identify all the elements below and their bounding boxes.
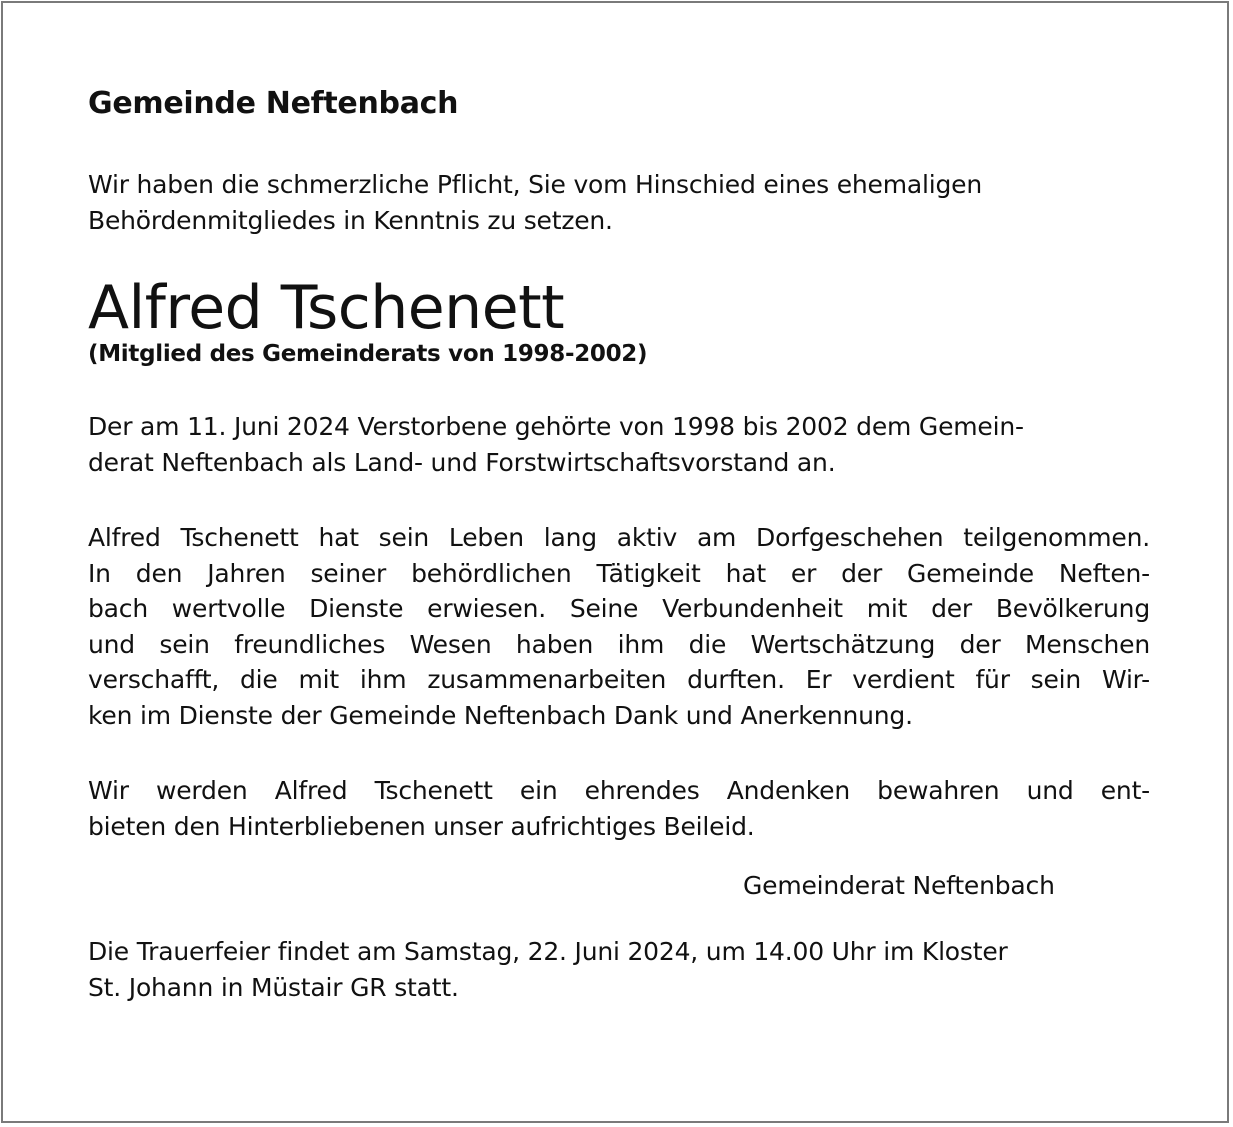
signature: Gemeinderat Neftenbach	[743, 871, 1055, 900]
paragraph-line: Wir werden Alfred Tschenett ein ehrendes Andenken bewahren und ent-	[88, 776, 1150, 805]
municipality-heading: Gemeinde Neftenbach	[88, 86, 459, 121]
intro-line: Behördenmitgliedes in Kenntnis zu setzen.	[88, 206, 613, 235]
paragraph-line: bieten den Hinterbliebenen unser aufrichtiges Beileid.	[88, 811, 755, 841]
paragraph-line: ken im Dienste der Gemeinde Neftenbach Dank und Anerkennung.	[88, 700, 913, 730]
ceremony-line: Die Trauerfeier findet am Samstag, 22. Juni 2024, um 14.00 Uhr im Kloster	[88, 937, 1008, 966]
paragraph-line: Der am 11. Juni 2024 Verstorbene gehörte von 1998 bis 2002 dem Gemein-	[88, 412, 1024, 441]
paragraph-line: und sein freundliches Wesen haben ihm die Wertschätzung der Menschen	[88, 629, 1150, 659]
paragraph-line: verschafft, die mit ihm zusammenarbeiten durften. Er verdient für sein Wir-	[88, 665, 1150, 694]
paragraph-line: In den Jahren seiner behördlichen Tätigkeit hat er der Gemeinde Neften-	[88, 558, 1150, 588]
paragraph-service	[88, 409, 1150, 480]
paragraph-tribute	[88, 520, 1150, 733]
paragraph-line: derat Neftenbach als Land- und Forstwirtschaftsvorstand an.	[88, 447, 836, 477]
deceased-name: Alfred Tschenett	[88, 273, 565, 343]
intro-text	[88, 167, 1150, 239]
deceased-role: (Mitglied des Gemeinderats von 1998-2002)	[88, 341, 648, 367]
ceremony-line: St. Johann in Müstair GR statt.	[88, 973, 459, 1002]
notice-frame	[1, 1, 1229, 1123]
paragraph-line: bach wertvolle Dienste erwiesen. Seine Verbundenheit mit der Bevölkerung	[88, 594, 1150, 623]
notice-content	[88, 85, 1150, 1006]
paragraph-line: Alfred Tschenett hat sein Leben lang aktiv am Dorfgeschehen teilgenommen.	[88, 523, 1150, 552]
paragraph-condolence	[88, 773, 1150, 844]
ceremony-info	[88, 934, 1150, 1006]
intro-line: Wir haben die schmerzliche Pflicht, Sie vom Hinschied eines ehemaligen	[88, 170, 982, 199]
